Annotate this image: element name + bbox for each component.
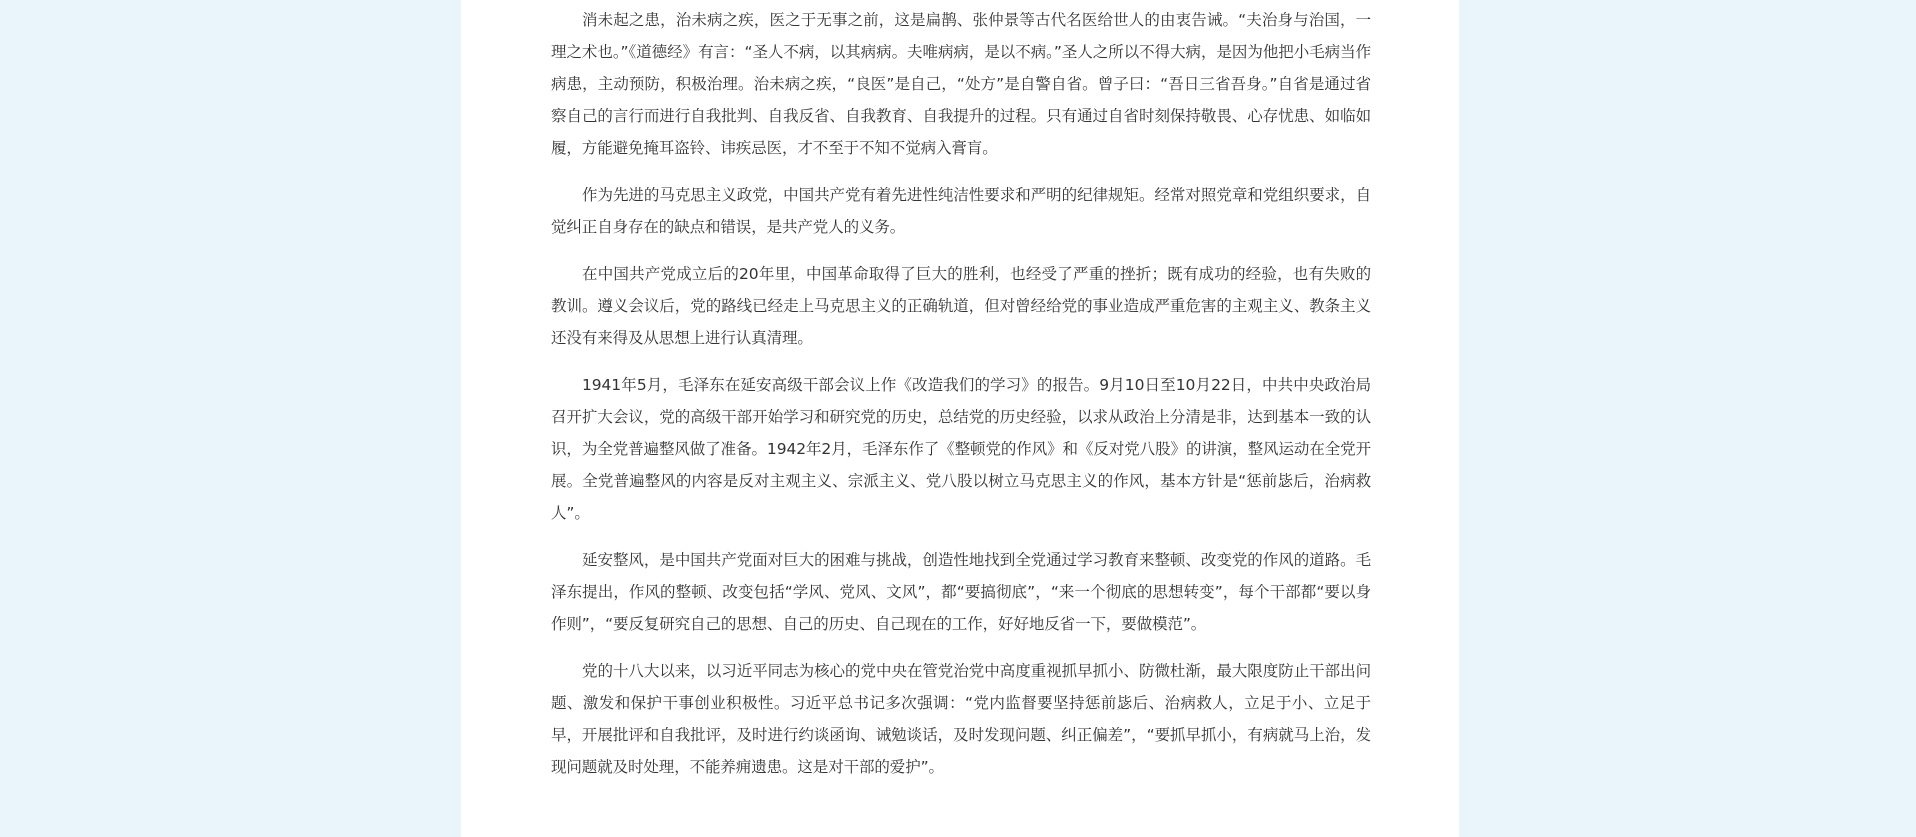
article-paragraph: 在中国共产党成立后的20年里，中国革命取得了巨大的胜利，也经受了严重的挫折；既有成功的经验，也有失败的教训。遵义会议后，党的路线已经走上马克思主义的正确轨道，但对曾经给党的事业造成严重危害的主观主义、教条主义还没有来得及从思想上进行认真清理。 (551, 265, 1371, 347)
article-paragraph: 作为先进的马克思主义政党，中国共产党有着先进性纯洁性要求和严明的纪律规矩。经常对照党章和党组织要求，自觉纠正自身存在的缺点和错误，是共产党人的义务。 (551, 186, 1371, 236)
article-paragraph: 1941年5月，毛泽东在延安高级干部会议上作《改造我们的学习》的报告。9月10日至10月22日，中共中央政治局召开扩大会议，党的高级干部开始学习和研究党的历史，总结党的历史经验，以求从政治上分清是非，达到基本一致的认识，为全党普遍整风做了准备。1942年2月，毛泽东作了《整顿党的作风》和《反对党八股》的讲演，整风运动在全党开展。全党普遍整风的内容是反对主观主义、宗派主义、党八股以树立马克思主义的作风，基本方针是“惩前毖后，治病救人”。 (551, 376, 1371, 522)
article-paragraph: 党的十八大以来，以习近平同志为核心的党中央在管党治党中高度重视抓早抓小、防微杜渐，最大限度防止干部出问题、激发和保护干事创业积极性。习近平总书记多次强调：“党内监督要坚持惩前毖后、治病救人，立足于小、立足于早，开展批评和自我批评，及时进行约谈函询、诫勉谈话，及时发现问题、纠正偏差”，“要抓早抓小，有病就马上治，发现问题就及时处理，不能养痈遗患。这是对干部的爱护”。 (551, 662, 1371, 776)
article-body (551, 4, 1371, 798)
article-paragraph: 延安整风，是中国共产党面对巨大的困难与挑战，创造性地找到全党通过学习教育来整顿、改变党的作风的道路。毛泽东提出，作风的整顿、改变包括“学风、党风、文风”，都“要搞彻底”，“来一个彻底的思想转变”，每个干部都“要以身作则”，“要反复研究自己的思想、自己的历史、自己现在的工作，好好地反省一下，要做模范”。 (551, 551, 1371, 633)
article-page (461, 0, 1459, 837)
article-paragraph: 消未起之患，治未病之疾，医之于无事之前，这是扁鹊、张仲景等古代名医给世人的由衷告诫。“夫治身与治国，一理之术也。”《道德经》有言：“圣人不病，以其病病。夫唯病病，是以不病。”圣人之所以不得大病，是因为他把小毛病当作病患，主动预防，积极治理。治未病之疾，“良医”是自己，“处方”是自警自省。曾子曰：“吾日三省吾身。”自省是通过省察自己的言行而进行自我批判、自我反省、自我教育、自我提升的过程。只有通过自省时刻保持敬畏、心存忧患、如临如履，方能避免掩耳盗铃、讳疾忌医，才不至于不知不觉病入膏肓。 (551, 11, 1371, 157)
